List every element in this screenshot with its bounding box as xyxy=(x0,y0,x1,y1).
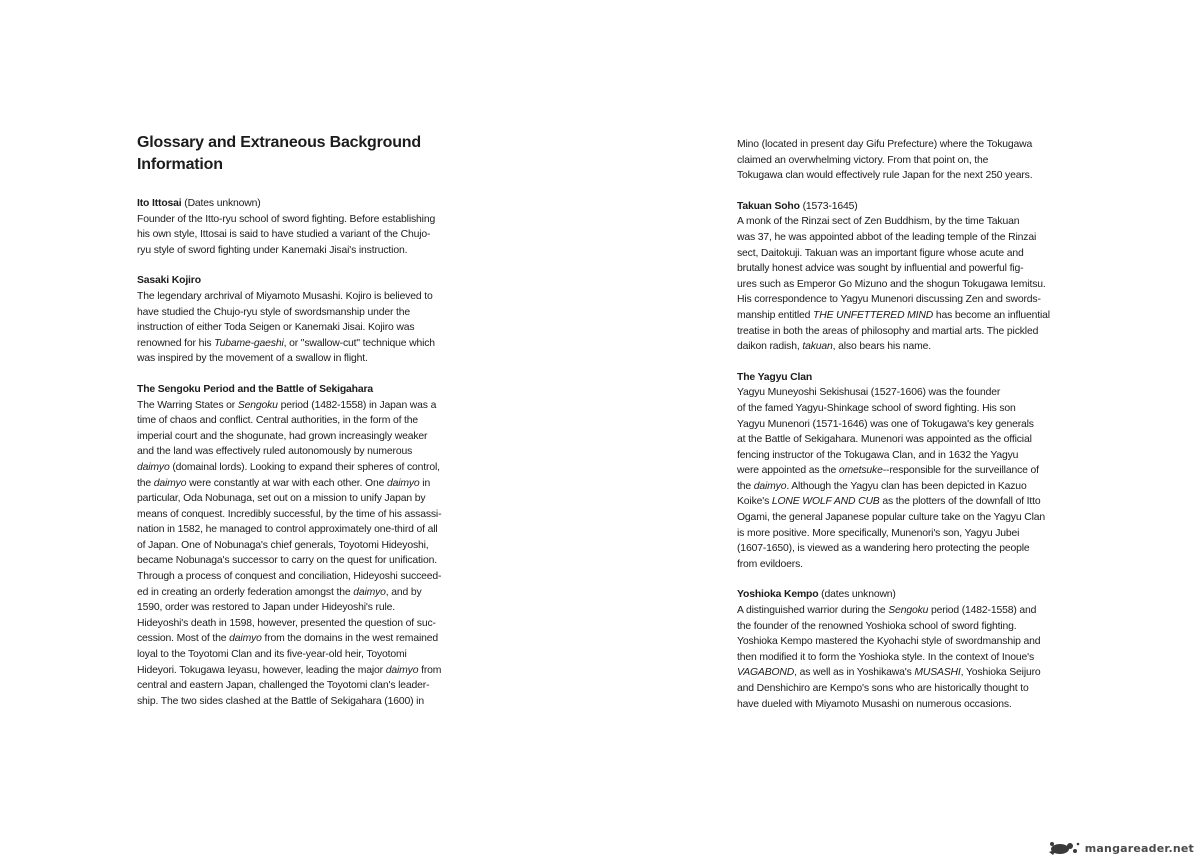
text-line: is more positive. More specifically, Munenori's son, Yagyu Jubei xyxy=(737,527,1020,539)
entry-heading xyxy=(737,370,1053,386)
text-line: ed in creating an orderly federation amongst the daimyo, and by xyxy=(137,586,422,598)
glossary-entry xyxy=(137,196,443,258)
entry-term: Yoshioka Kempo xyxy=(737,589,819,601)
text-line: was inspired by the movement of a swallow in flight. xyxy=(137,353,368,365)
entry-term: Takuan Soho xyxy=(737,200,800,212)
entry-term: The Sengoku Period and the Battle of Sekigahara xyxy=(137,383,374,395)
text-line: sect, Daitokuji. Takuan was an important figure whose acute and xyxy=(737,247,1024,259)
entry-term: The Yagyu Clan xyxy=(737,371,813,383)
text-line: instruction of either Toda Seigen or Kanemaki Jisai. Kojiro was xyxy=(137,322,415,334)
entry-heading xyxy=(137,196,443,212)
text-line: nation in 1582, he managed to control approximately one-third of all xyxy=(137,524,438,536)
entry-heading xyxy=(137,382,443,398)
text-line: the daimyo were constantly at war with each other. One daimyo in xyxy=(137,477,431,489)
text-line: Yoshioka Kempo mastered the Kyohachi style of swordmanship and xyxy=(737,636,1041,648)
text-line: VAGABOND, as well as in Yoshikawa's MUSASHI, Yoshioka Seijuro xyxy=(737,667,1041,679)
text-line: (1607-1650), is viewed as a wandering hero protecting the people xyxy=(737,543,1030,555)
text-line: imperial court and the shogunate, had grown increasingly weaker xyxy=(137,430,428,442)
text-line: Through a process of conquest and conciliation, Hideyoshi succeed- xyxy=(137,571,442,583)
ink-splash-icon xyxy=(1047,840,1081,856)
page-title xyxy=(137,132,443,176)
text-line: The Warring States or Sengoku period (1482-1558) in Japan was a xyxy=(137,399,437,411)
continuation-paragraph xyxy=(737,137,1053,184)
entry-term: Ito Ittosai xyxy=(137,198,182,209)
title-line: Information xyxy=(137,156,223,173)
glossary-entry xyxy=(737,370,1053,573)
text-line: his own style, Ittosai is said to have studied a variant of the Chujo- xyxy=(137,229,431,241)
text-line: then modified it to form the Yoshioka style. In the context of Inoue's xyxy=(737,651,1035,663)
entry-heading xyxy=(737,199,1053,215)
text-line: was 37, he was appointed abbot of the leading temple of the Rinzai xyxy=(737,231,1037,243)
text-line: ryu style of sword fighting under Kanemaki Jisai's instruction. xyxy=(137,244,408,256)
text-line: fencing instructor of the Tokugawa Clan, and in 1632 the Yagyu xyxy=(737,449,1019,461)
text-line: time of chaos and conflict. Central authorities, in the form of the xyxy=(137,415,419,427)
text-line: claimed an overwhelming victory. From that point on, the xyxy=(737,154,989,166)
glossary-entry xyxy=(737,587,1053,712)
glossary-entry xyxy=(137,273,443,367)
text-line: from evildoers. xyxy=(737,558,803,570)
text-line: at the Battle of Sekigahara. Munenori was appointed as the official xyxy=(737,434,1032,446)
glossary-list-right xyxy=(737,199,1053,712)
text-line: A distinguished warrior during the Sengoku period (1482-1558) and xyxy=(737,605,1037,617)
entry-dates: (dates unknown) xyxy=(818,589,896,601)
text-line: Hideyoshi's death in 1598, however, presented the question of suc- xyxy=(137,617,436,629)
text-line: Yagyu Munenori (1571-1646) was one of Tokugawa's key generals xyxy=(737,418,1034,430)
text-line: cession. Most of the daimyo from the domains in the west remained xyxy=(137,633,438,645)
entry-heading xyxy=(137,273,443,289)
text-line: Yagyu Muneyoshi Sekishusai (1527-1606) was the founder xyxy=(737,387,1001,399)
entry-dates: (1573-1645) xyxy=(799,200,858,212)
glossary-entry xyxy=(137,382,443,709)
text-line: daimyo (domainal lords). Looking to expand their spheres of control, xyxy=(137,461,440,473)
text-line: have dueled with Miyamoto Musashi on numerous occasions. xyxy=(737,698,1012,710)
text-line: Hideyori. Tokugawa Ieyasu, however, leading the major daimyo from xyxy=(137,664,442,676)
text-line: daikon radish, takuan, also bears his name. xyxy=(737,341,932,353)
text-line: A monk of the Rinzai sect of Zen Buddhism, by the time Takuan xyxy=(737,216,1020,228)
text-line: ures such as Emperor Go Mizuno and the shogun Tokugawa Iemitsu. xyxy=(737,278,1046,290)
text-line: loyal to the Toyotomi Clan and its five-year-old heir, Toyotomi xyxy=(137,649,407,661)
text-line: and the land was effectively ruled autonomously by numerous xyxy=(137,446,413,458)
text-line: His correspondence to Yagyu Munenori discussing Zen and swords- xyxy=(737,294,1041,306)
entry-heading xyxy=(737,587,1053,603)
text-line: Founder of the Itto-ryu school of sword fighting. Before establishing xyxy=(137,213,436,225)
right-page xyxy=(600,0,1200,860)
text-line: brutally honest advice was sought by influential and powerful fig- xyxy=(737,263,1024,275)
text-line: and Denshichiro are Kempo's sons who are historically thought to xyxy=(737,683,1029,694)
watermark-text: mangareader.net xyxy=(1084,841,1194,855)
text-line: manship entitled THE UNFETTERED MIND has become an influential xyxy=(737,309,1050,321)
glossary-list-left xyxy=(137,196,443,709)
text-line: Koike's LONE WOLF AND CUB as the plotters of the downfall of Itto xyxy=(737,496,1041,508)
text-line: means of conquest. Incredibly successful, by the time of his assassi- xyxy=(137,508,442,520)
text-line: ship. The two sides clashed at the Battle of Sekigahara (1600) in xyxy=(137,695,424,707)
text-line: central and eastern Japan, challenged the Toyotomi clan's leader- xyxy=(137,680,430,692)
text-line: were appointed as the ometsuke--responsible for the surveillance of xyxy=(737,465,1039,477)
text-line: have studied the Chujo-ryu style of swordsmanship under the xyxy=(137,306,411,318)
text-line: treatise in both the areas of philosophy and martial arts. The pickled xyxy=(737,325,1039,337)
text-line: Mino (located in present day Gifu Prefecture) where the Tokugawa xyxy=(737,139,1033,150)
text-line: the founder of the renowned Yoshioka school of sword fighting. xyxy=(737,620,1017,632)
text-line: the daimyo. Although the Yagyu clan has been depicted in Kazuo xyxy=(737,480,1027,492)
right-column xyxy=(737,137,1053,727)
text-line: Ogami, the general Japanese popular culture take on the Yagyu Clan xyxy=(737,512,1045,524)
text-line: of Japan. One of Nobunaga's chief generals, Toyotomi Hideyoshi, xyxy=(137,539,429,551)
text-line: 1590, order was restored to Japan under Hideyoshi's rule. xyxy=(137,602,395,614)
text-line: renowned for his Tubame-gaeshi, or "swallow-cut" technique which xyxy=(137,337,435,349)
text-line: The legendary archrival of Miyamoto Musashi. Kojiro is believed to xyxy=(137,290,433,302)
entry-term: Sasaki Kojiro xyxy=(137,275,201,287)
glossary-entry xyxy=(737,199,1053,355)
entry-dates: (Dates unknown) xyxy=(181,198,261,209)
text-line: became Nobunaga's successor to carry on the quest for unification. xyxy=(137,555,437,567)
text-line: particular, Oda Nobunaga, set out on a mission to unify Japan by xyxy=(137,493,426,505)
left-column xyxy=(137,132,443,724)
watermark xyxy=(1047,840,1194,856)
text-line: of the famed Yagyu-Shinkage school of sword fighting. His son xyxy=(737,402,1016,414)
title-line: Glossary and Extraneous Background xyxy=(137,134,421,151)
text-line: Tokugawa clan would effectively rule Japan for the next 250 years. xyxy=(737,170,1033,182)
